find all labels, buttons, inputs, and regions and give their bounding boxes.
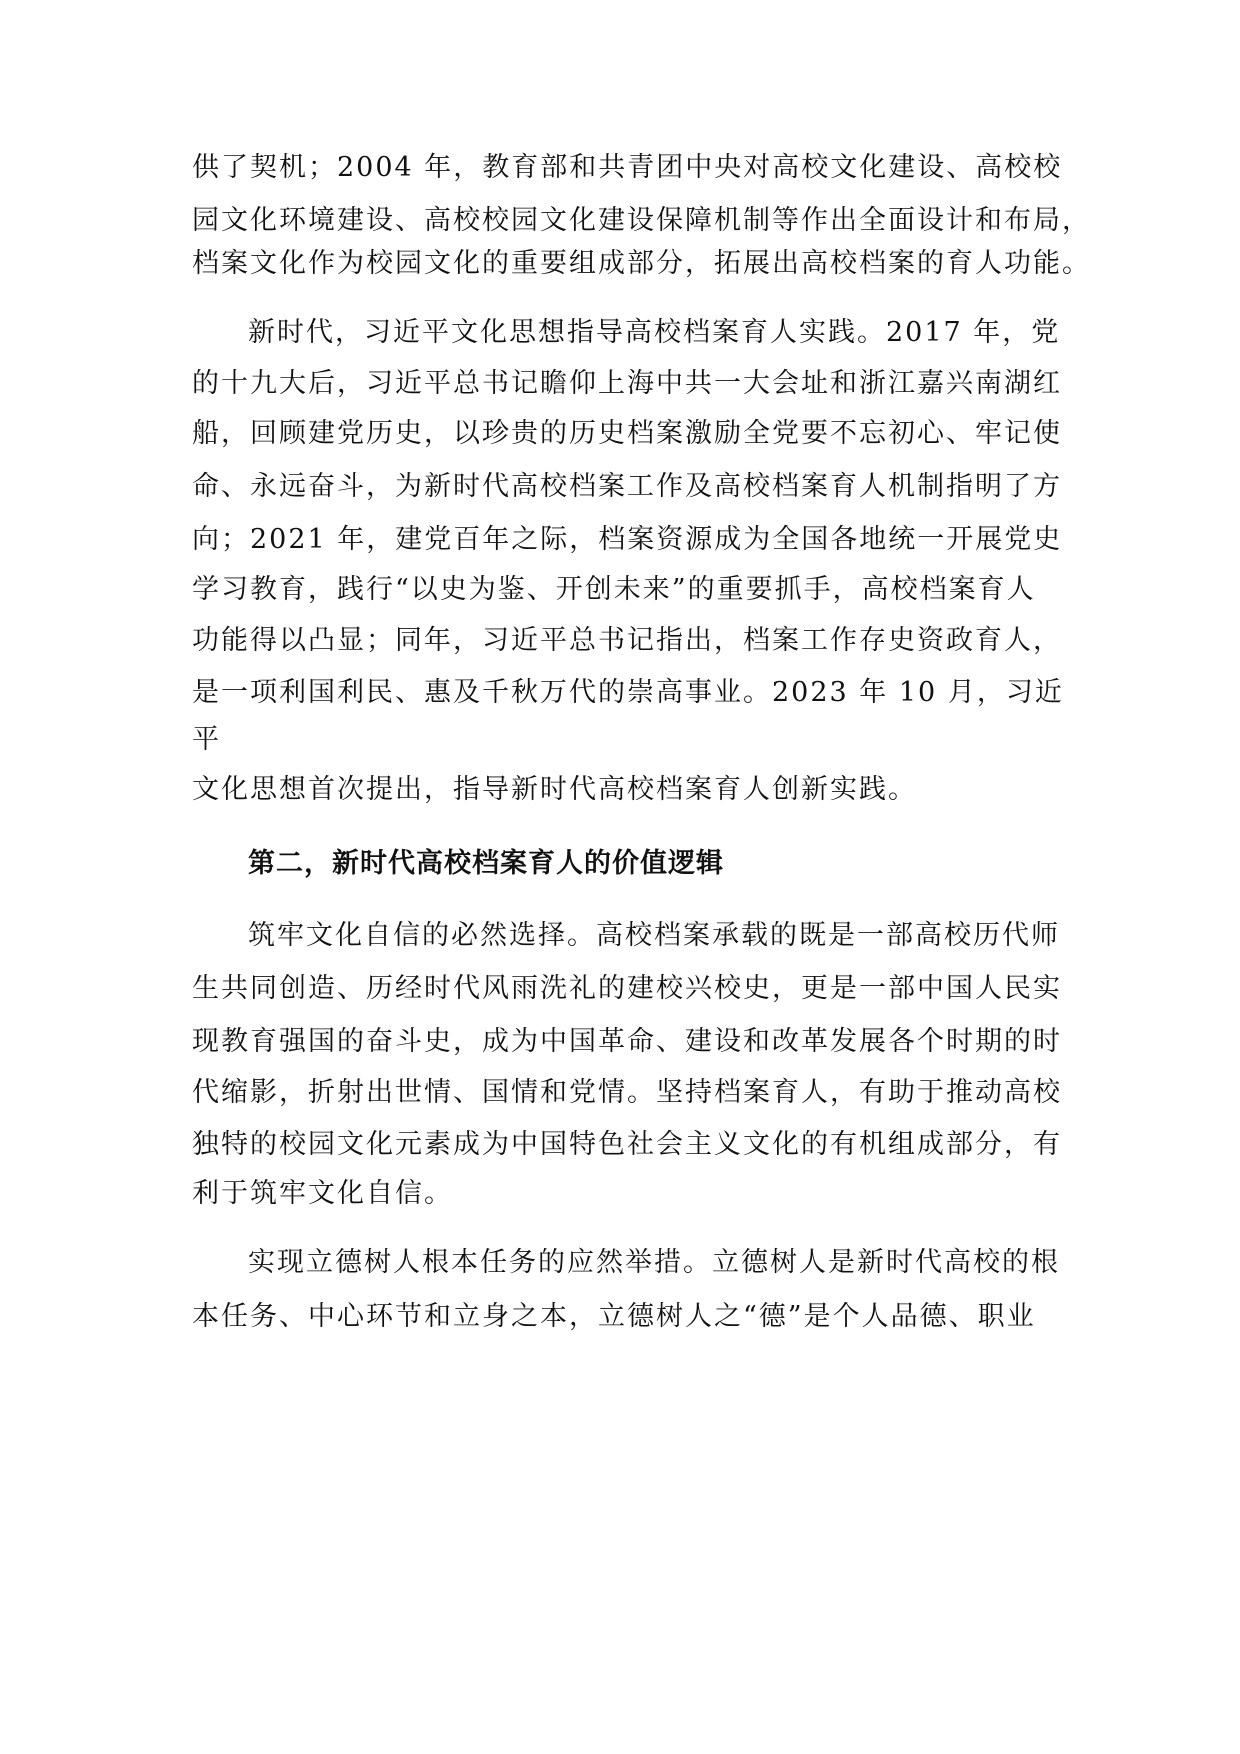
paragraph-2-line-10: 文化思想首次提出，指导新时代高校档案育人创新实践。 (192, 774, 917, 805)
paragraph-4-line-1: 实现立德树人根本任务的应然举措。立德树人是新时代高校的根 (248, 1247, 1060, 1278)
paragraph-2-line-3: 船，回顾建党历史，以珍贵的历史档案激励全党要不忘初心、牢记使 (192, 418, 1062, 449)
paragraph-3-line-5: 独特的校园文化元素成为中国特色社会主义文化的有机组成部分，有 (192, 1129, 1062, 1160)
paragraph-2-line-1: 新时代，习近平文化思想指导高校档案育人实践。2017 年，党 (248, 317, 1061, 348)
paragraph-1-line-2: 园文化环境建设、高校校园文化建设保障机制等作出全面设计和布局， (192, 205, 1091, 236)
paragraph-2-line-5: 向；2021 年，建党百年之际，档案资源成为全国各地统一开展党史 (192, 524, 1063, 555)
paragraph-2-line-8: 是一项利国利民、惠及千秋万代的崇高事业。2023 年 10 月，习近 (192, 677, 1064, 708)
paragraph-3-line-4: 代缩影，折射出世情、国情和党情。坚持档案育人，有助于推动高校 (192, 1077, 1062, 1108)
paragraph-3-line-1: 筑牢文化自信的必然选择。高校档案承载的既是一部高校历代师 (248, 920, 1060, 951)
paragraph-2-line-4: 命、永远奋斗，为新时代高校档案工作及高校档案育人机制指明了方 (192, 471, 1062, 502)
section-heading: 第二，新时代高校档案育人的价值逻辑 (248, 848, 724, 879)
paragraph-4-line-2: 本任务、中心环节和立身之本，立德树人之“德”是个人品德、职业 (192, 1301, 1036, 1332)
paragraph-1-line-3: 档案文化作为校园文化的重要组成部分，拓展出高校档案的育人功能。 (192, 248, 1091, 279)
paragraph-2-line-7: 功能得以凸显；同年，习近平总书记指出，档案工作存史资政育人， (192, 625, 1062, 656)
paragraph-1-line-1: 供了契机；2004 年，教育部和共青团中央对高校文化建设、高校校 (192, 152, 1063, 183)
paragraph-3-line-3: 现教育强国的奋斗史，成为中国革命、建设和改革发展各个时期的时 (192, 1026, 1062, 1057)
paragraph-2-line-9: 平 (192, 724, 221, 755)
paragraph-2-line-6: 学习教育，践行“以史为鉴、开创未来”的重要抓手，高校档案育人 (192, 574, 1036, 605)
paragraph-3-line-6: 利于筑牢文化自信。 (192, 1178, 453, 1209)
paragraph-2-line-2: 的十九大后，习近平总书记瞻仰上海中共一大会址和浙江嘉兴南湖红 (192, 368, 1062, 399)
paragraph-3-line-2: 生共同创造、历经时代风雨洗礼的建校兴校史，更是一部中国人民实 (192, 973, 1062, 1004)
